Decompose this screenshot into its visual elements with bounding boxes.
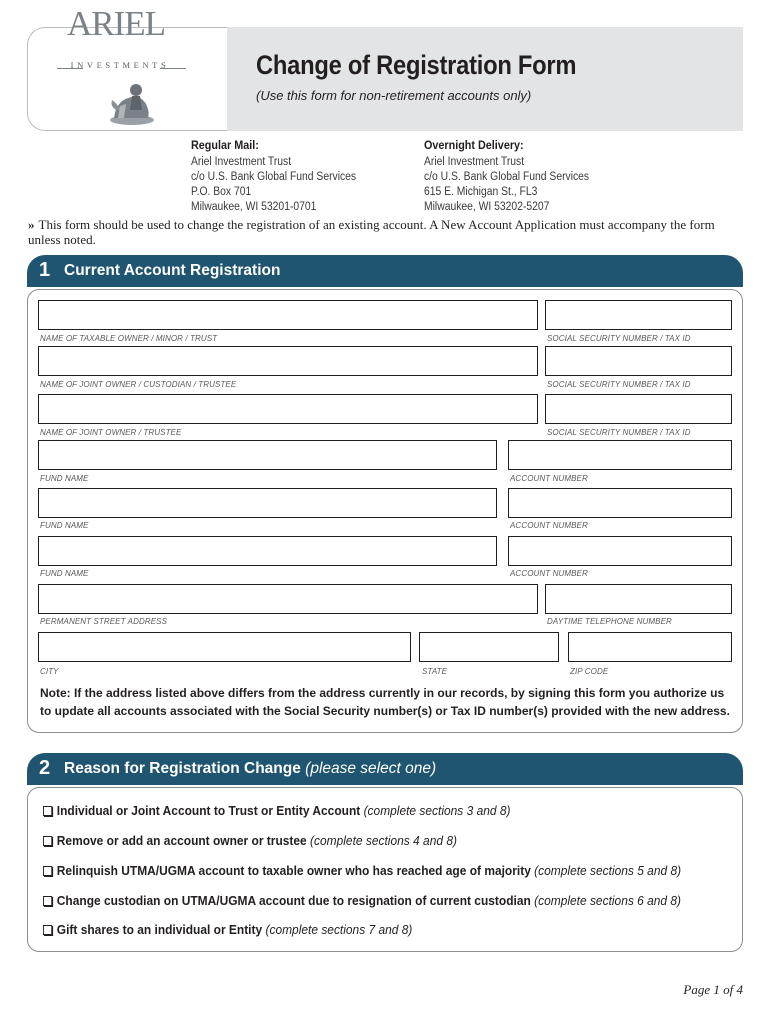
logo-subtitle: INVESTMENTS <box>70 60 170 70</box>
field-label: FUND NAME <box>40 474 89 483</box>
field-label: ZIP CODE <box>570 667 609 676</box>
fund-name-field-1[interactable] <box>38 440 497 470</box>
ssn-field-2[interactable] <box>545 346 732 376</box>
ssn-field-1[interactable] <box>545 300 732 330</box>
regular-mail-title: Regular Mail: <box>191 138 259 152</box>
reason-option[interactable] <box>43 833 457 848</box>
section-title-text: Reason for Registration Change <box>64 760 301 777</box>
section-1-header <box>27 255 743 287</box>
fund-name-field-3[interactable] <box>38 536 497 566</box>
account-number-field-2[interactable] <box>508 488 732 518</box>
field-label: STATE <box>422 667 448 676</box>
chevron-right-icon: » <box>28 217 35 232</box>
field-label: DAYTIME TELEPHONE NUMBER <box>547 617 672 626</box>
option-hint: (complete sections 5 and 8) <box>534 863 682 878</box>
regular-mail-line: P.O. Box 701 <box>191 186 252 198</box>
overnight-delivery-line: c/o U.S. Bank Global Fund Services <box>424 171 590 183</box>
field-label: FUND NAME <box>40 569 89 578</box>
phone-field[interactable] <box>545 584 732 614</box>
option-label: Relinquish UTMA/UGMA account to taxable owner who has reached age of majority <box>56 863 531 878</box>
logo-wordmark: ARIEL <box>66 4 166 43</box>
section-title <box>64 760 436 778</box>
field-label: FUND NAME <box>40 521 89 530</box>
field-label: NAME OF JOINT OWNER / TRUSTEE <box>40 428 182 437</box>
intro-sentence: This form should be used to change the registration of an existing account. A New Account Application must accompany the form unless noted. <box>28 217 715 247</box>
page-subtitle: (Use this form for non-retirement accounts only) <box>256 88 532 103</box>
overnight-delivery-line: Milwaukee, WI 53202-5207 <box>424 201 550 213</box>
section-number: 2 <box>39 757 51 779</box>
section-2-header <box>27 753 743 785</box>
option-label: Remove or add an account owner or trustee <box>56 833 307 848</box>
option-hint: (complete sections 6 and 8) <box>534 893 682 908</box>
reason-option[interactable] <box>43 863 681 878</box>
fund-name-field-2[interactable] <box>38 488 497 518</box>
section-hint: (please select one) <box>305 760 437 777</box>
regular-mail-line: c/o U.S. Bank Global Fund Services <box>191 171 357 183</box>
checkbox[interactable] <box>43 806 52 816</box>
overnight-delivery-line: 615 E. Michigan St., FL3 <box>424 186 538 198</box>
address-note: Note: If the address listed above differs from the address currently in our records, by signing this form you authorize us to update all accounts associated with the Social Security number(s) or Tax ID number(s) provided with the new address. <box>40 686 730 718</box>
field-label: ACCOUNT NUMBER <box>510 474 588 483</box>
option-label: Individual or Joint Account to Trust or Entity Account <box>56 803 361 818</box>
city-field[interactable] <box>38 632 411 662</box>
intro-text <box>28 218 748 247</box>
account-number-field-1[interactable] <box>508 440 732 470</box>
zip-code-field[interactable] <box>568 632 732 662</box>
field-label: ACCOUNT NUMBER <box>510 569 588 578</box>
field-label: ACCOUNT NUMBER <box>510 521 588 530</box>
account-number-field-3[interactable] <box>508 536 732 566</box>
joint-owner-custodian-field[interactable] <box>38 346 538 376</box>
reason-option[interactable] <box>43 803 511 818</box>
owner-name-field[interactable] <box>38 300 538 330</box>
page-title: Change of Registration Form <box>256 50 577 80</box>
field-label: NAME OF TAXABLE OWNER / MINOR / TRUST <box>40 334 218 343</box>
ssn-field-3[interactable] <box>545 394 732 424</box>
option-hint: (complete sections 3 and 8) <box>363 803 511 818</box>
regular-mail-line: Ariel Investment Trust <box>191 156 292 168</box>
option-hint: (complete sections 7 and 8) <box>265 922 413 937</box>
section-number: 1 <box>39 259 51 281</box>
option-label: Change custodian on UTMA/UGMA account due to resignation of current custodian <box>56 893 531 908</box>
option-label: Gift shares to an individual or Entity <box>56 922 263 937</box>
reason-option[interactable] <box>43 922 412 937</box>
checkbox[interactable] <box>43 866 52 876</box>
reason-option[interactable] <box>43 893 681 908</box>
regular-mail-line: Milwaukee, WI 53201-0701 <box>191 201 317 213</box>
overnight-delivery-title: Overnight Delivery: <box>424 138 524 152</box>
checkbox[interactable] <box>43 836 52 846</box>
street-address-field[interactable] <box>38 584 538 614</box>
field-label: SOCIAL SECURITY NUMBER / TAX ID <box>547 380 691 389</box>
overnight-delivery-line: Ariel Investment Trust <box>424 156 525 168</box>
field-label: SOCIAL SECURITY NUMBER / TAX ID <box>547 334 691 343</box>
option-hint: (complete sections 4 and 8) <box>310 833 457 848</box>
page-number: Page 1 of 4 <box>683 982 743 997</box>
joint-owner-trustee-field[interactable] <box>38 394 538 424</box>
field-label: CITY <box>40 667 59 676</box>
field-label: SOCIAL SECURITY NUMBER / TAX ID <box>547 428 691 437</box>
state-field[interactable] <box>419 632 559 662</box>
checkbox[interactable] <box>43 925 52 935</box>
field-label: PERMANENT STREET ADDRESS <box>40 617 168 626</box>
section-title: Current Account Registration <box>64 262 281 279</box>
field-label: NAME OF JOINT OWNER / CUSTODIAN / TRUSTEE <box>40 380 237 389</box>
tortoise-statue-icon <box>106 80 160 128</box>
checkbox[interactable] <box>43 896 52 906</box>
